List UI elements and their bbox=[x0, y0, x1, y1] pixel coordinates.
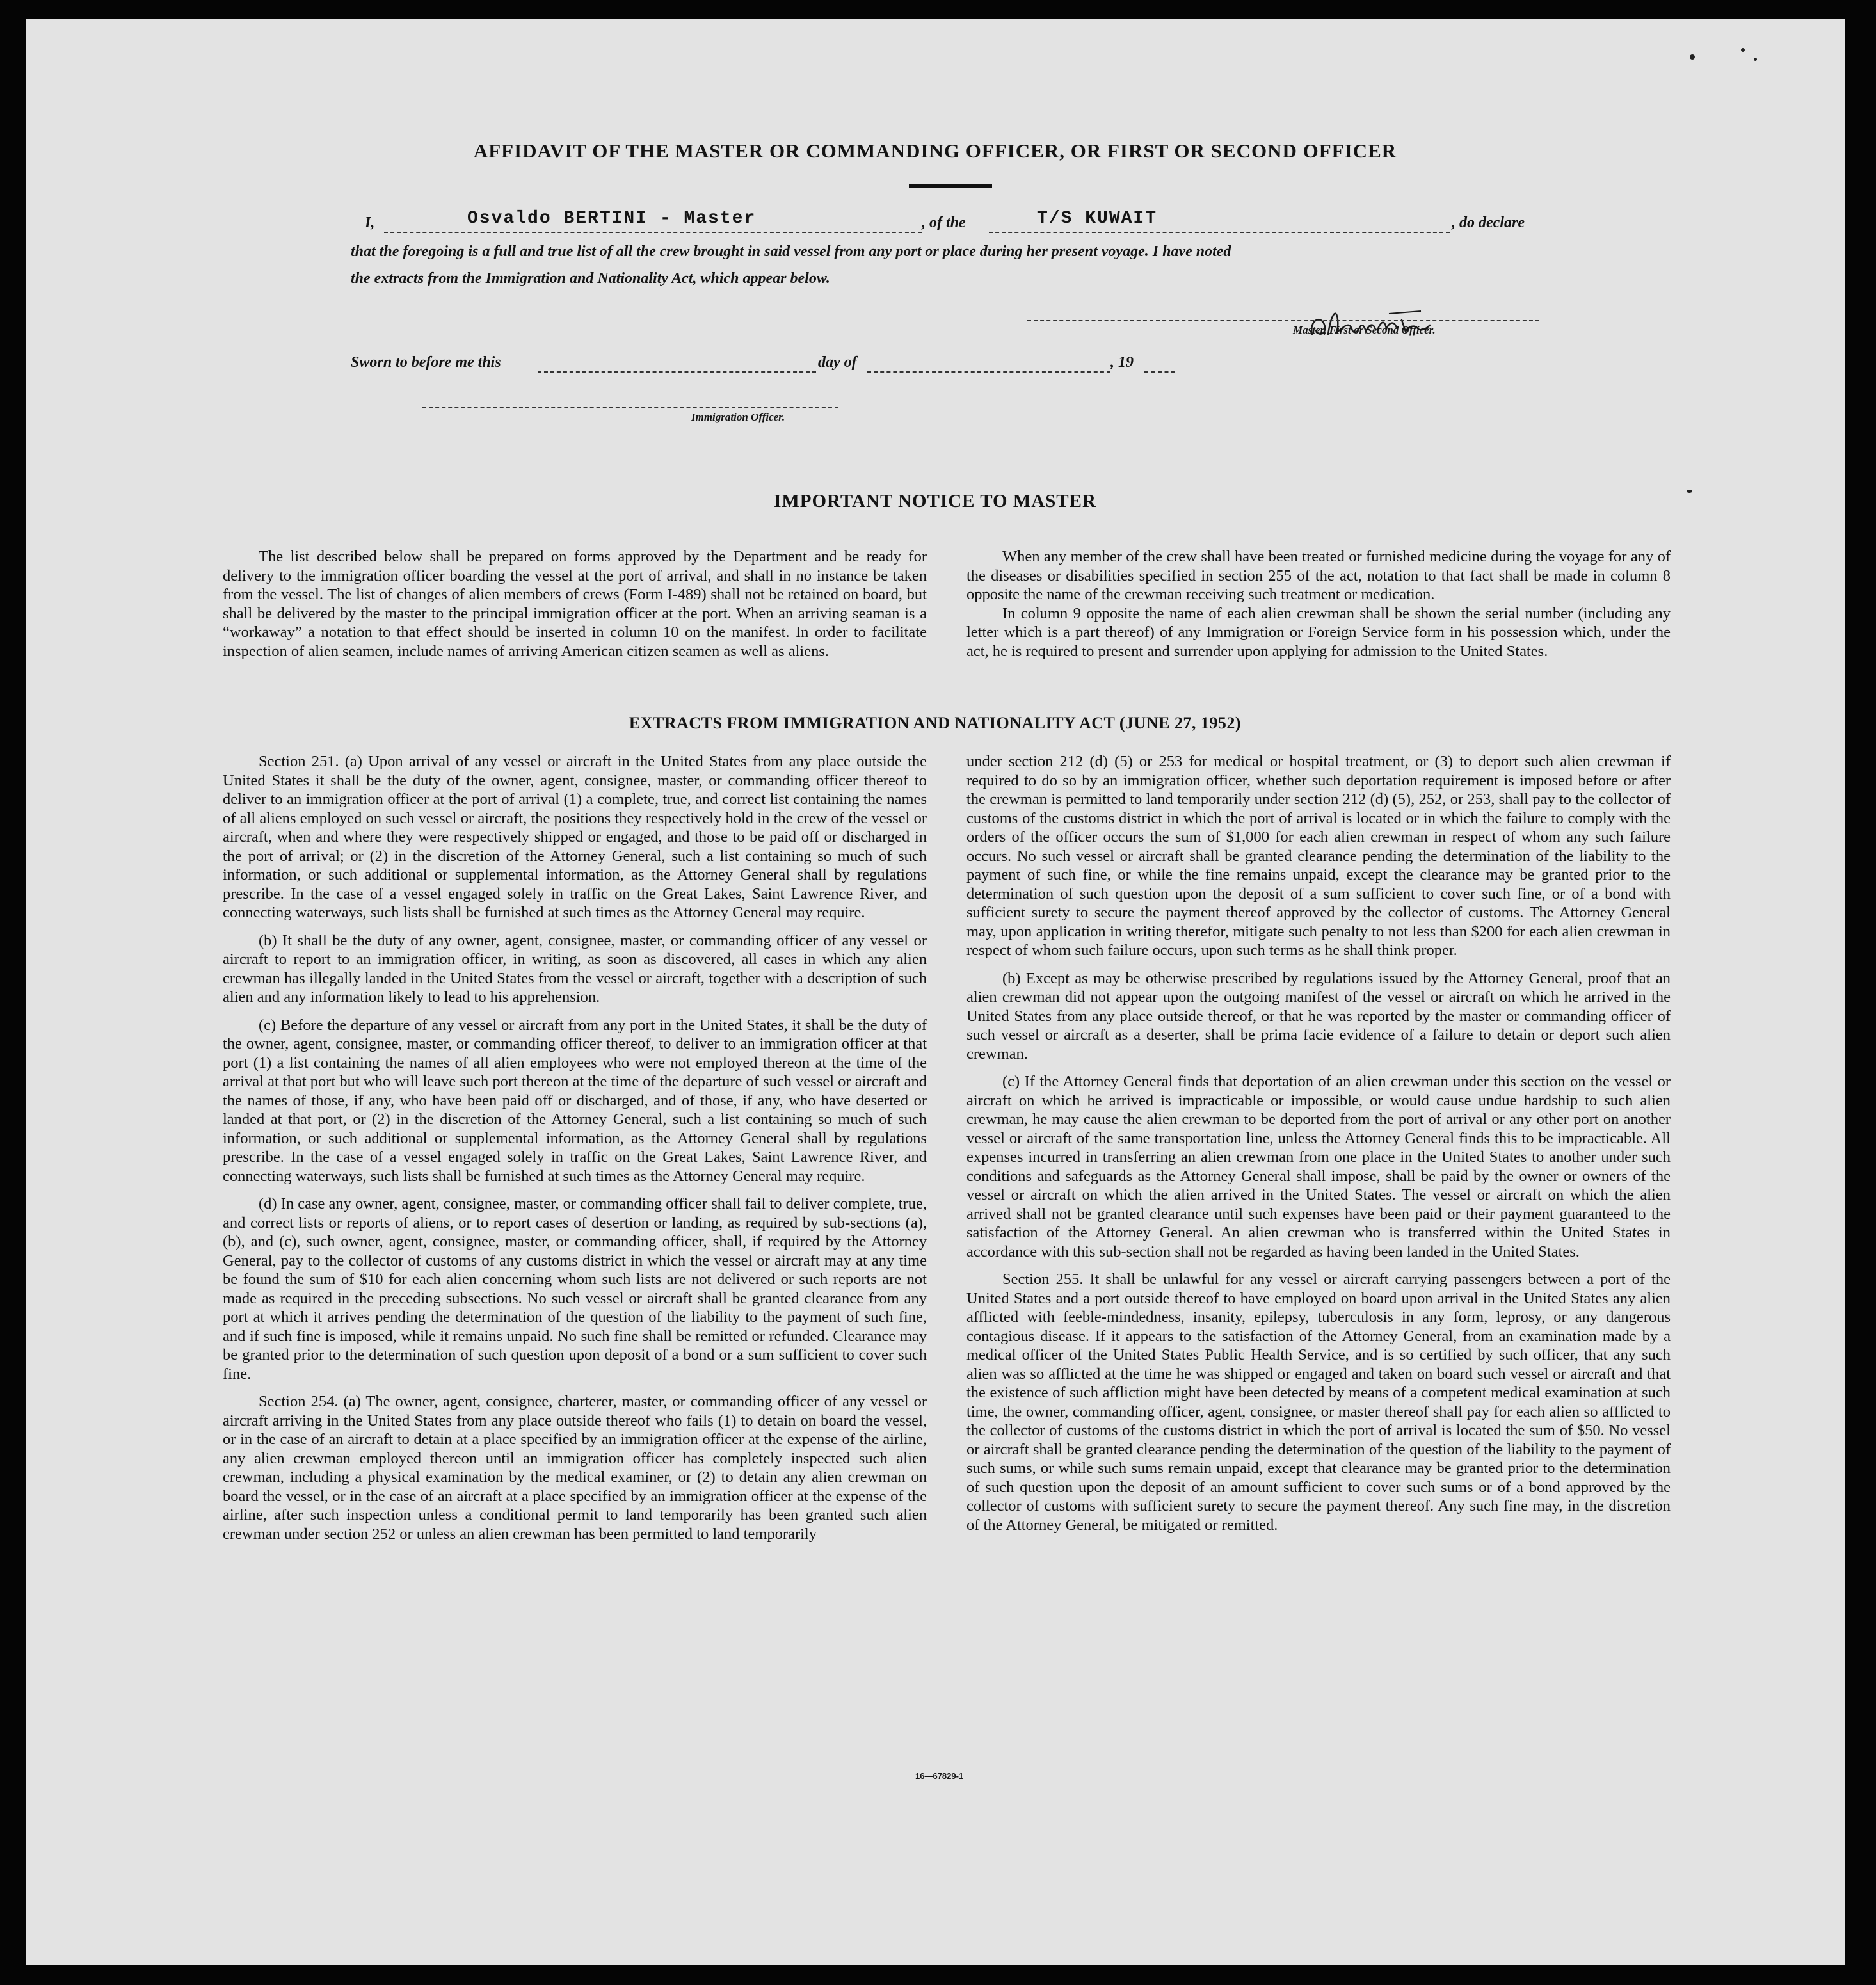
do-declare-label: , do declare bbox=[1452, 214, 1525, 231]
vessel-name-typed: T/S KUWAIT bbox=[1037, 209, 1158, 229]
section-251-c: (c) Before the departure of any vessel or aircraft from any port in the United States, it shall be the duty of the owner, agent, consignee, master, or commanding officer thereof, to deliver to an immigration officer at that port (1) a list containing the names of all alien employees who were not employed thereon at the time of the arrival at that port but who will leave such port thereon at the time of the departure of such vessel or aircraft and the names of those, if any, who have been paid off or discharged, and of those, if any, who have deserted or landed at that port, or (2) in the discretion of the Attorney General, such a list containing so much of such information, or such additional or supplemental information, as the Attorney General shall by regulations prescribe. In the case of a vessel engaged solely in traffic on the Great Lakes, Saint Lawrence River, and connecting waterways, such lists shall be furnished at such times as the Attorney General may require. bbox=[223, 1016, 927, 1185]
section-254-c: (c) If the Attorney General finds that deportation of an alien crewman under this section on the vessel or aircraft on which he arrived is impracticable or impossible, or would cause undue hardship to such alien crewman, he may cause the alien crewman to be deported from the port of arrival or any other port on another vessel or aircraft of the same transportation line, unless the Attorney General finds this to be impracticable. All expenses incurred in transferring an alien crewman from one place in the United States to another under such conditions and safeguards as the Attorney General shall impose, shall be paid by the owner or owners of the vessel or aircraft on which the alien arrived in the United States. The vessel or aircraft on which the alien arrived shall not be granted clearance until such expenses have been paid or their payment guaranteed to the satisfaction of the Attorney General. An alien crewman who is transferred within the United States in accordance with this sub-section shall not be regarded as having been landed in the United States. bbox=[966, 1073, 1671, 1260]
declaration-line-1: that the foregoing is a full and true list of all the crew brought in said vessel from any port or place during her present voyage. I have noted bbox=[351, 243, 1231, 260]
extracts-right-column bbox=[966, 752, 1671, 1543]
section-254-b: (b) Except as may be otherwise prescribed by regulations issued by the Attorney General, proof that an alien crewman did not appear upon the outgoing manifest of the vessel or aircraft on which he arrived in the United States from any place outside thereof, or that he was reported by the master or commanding officer of such vessel or aircraft as a deserter, shall be prima facie evidence of a failure to detain or deport such alien crewman. bbox=[966, 969, 1671, 1063]
section-251-a: Section 251. (a) Upon arrival of any vessel or aircraft in the United States from any place outside the United States it shall be the duty of the owner, agent, consignee, master, or commanding officer thereof to deliver to an immigration officer at the port of arrival (1) a complete, true, and correct list containing the names of all aliens employed on such vessel or aircraft, the positions they respectively hold in the crew of the vessel or aircraft, when and where they were respectively shipped or engaged, and those to be paid off or discharged in the port of arrival; or (2) in the discretion of the Attorney General, such a list containing so much of such information, or such additional or supplemental information, as the Attorney General shall by regulations prescribe. In the case of a vessel engaged solely in traffic on the Great Lakes, Saint Lawrence River, and connecting waterways, such lists shall be furnished at such times as the Attorney General may require. bbox=[223, 753, 927, 921]
section-254-a: Section 254. (a) The owner, agent, consignee, charterer, master, or commanding officer of any vessel or aircraft arriving in the United States from any place outside thereof who fails (1) to detain on board the vessel, or in the case of an aircraft to detain at a place specified by an immigration officer at the expense of the airline, any alien crewman employed thereon until an immigration officer has completely inspected such alien crewman, including a physical examination by the medical examiner, or (2) to detain any alien crewman on board the vessel, or in the case of an aircraft at a place specified by an immigration officer at the expense of the airline, after such inspection unless a conditional permit to land temporarily has been granted such alien crewman under section 252 or unless an alien crewman has been permitted to land temporarily bbox=[223, 1393, 927, 1543]
signature-line bbox=[1027, 320, 1539, 321]
notice-left-text: The list described below shall be prepared on forms approved by the Department and be ready for delivery to the immigration officer boarding the vessel at the port of arrival, and shall in no instance be taken from the vessel. The list of changes of alien members of crews (Form I-489) shall not be retained on board, but shall be delivered by the master to the principal immigration officer at the port. When an arriving seaman is a “workaway” a notation to that effect should be inserted in column 10 on the manifest. In order to facilitate inspection of alien seamen, include names of arriving American citizen seamen as well as aliens. bbox=[223, 548, 927, 660]
section-254-a-continued: under section 212 (d) (5) or 253 for medical or hospital treatment, or (3) to deport such alien crewman if required to do so by an immigration officer, whether such deportation requirement is imposed before or after the crewman is permitted to land temporarily under section 212 (d) (5), 252, or 253, shall pay to the collector of customs of the customs district in which the port of arrival is located or in which the failure to comply with the orders of the officer occurs the sum of $1,000 for each alien crewman in respect of whom any such failure occurs. No such vessel or aircraft shall be granted clearance pending the determination of the liability to the payment of such fine, or while the fine remains unpaid, except the clearance may be granted prior to the determination of such question upon the deposit of a sum sufficient to cover such fine, or of a bond with sufficient surety to secure the payment thereof approved by the collector of customs. The Attorney General may, upon application in writing therefor, mitigate such penalty to not less than $200 for each alien crewman in respect of whom such failure occurs, upon such terms as he shall think proper. bbox=[966, 753, 1671, 959]
notice-right-column bbox=[966, 547, 1671, 661]
extracts-title: EXTRACTS FROM IMMIGRATION AND NATIONALITY ACT (JUNE 27, 1952) bbox=[629, 714, 1242, 732]
vessel-blank bbox=[989, 232, 1450, 233]
scan-speck bbox=[1754, 58, 1757, 61]
section-251-d: (d) In case any owner, agent, consignee, master, or commanding officer shall fail to deliver complete, true, and correct lists or reports of aliens, or to report cases of desertion or landing, as required by sub-sections (a), (b), and (c), such owner, agent, consignee, master, or commanding officer, shall, if required by the Attorney General, pay to the collector of customs of any customs district in which the vessel or aircraft may at any time be found the sum of $10 for each alien concerning whom such lists are not delivered or such reports are not made as required in the preceding subsections. No such vessel or aircraft shall be granted clearance from any port at which it arrives pending the determination of the question of the liability to the payment of such fine, and if such fine is imposed, while it remains unpaid. No such fine shall be remitted or refunded. Clearance may be granted prior to the determination of such question upon deposit of a bond or a sum sufficient to cover such fine. bbox=[223, 1195, 927, 1383]
i-label: I, bbox=[365, 214, 375, 231]
section-255: Section 255. It shall be unlawful for any vessel or aircraft carrying passengers between a port of the United States and a port outside thereof to have employed on board upon arrival in the United States any alien afflicted with feeble-mindedness, insanity, epilepsy, tuberculosis in any form, leprosy, or any dangerous contagious disease. If it appears to the satisfaction of the Attorney General, from an examination made by a medical officer of the United States Public Health Service, and is so certified by such officer, that any such alien was so afflicted at the time he was shipped or engaged and taken on board such vessel or aircraft and that the existence of such affliction might have been detected by means of a competent medical examination at such time, the owner, commanding officer, agent, consignee, or master thereof shall pay for each alien so afflicted to the collector of customs of the customs district in which the port of arrival is located the sum of $50. No vessel or aircraft shall be granted clearance pending the determination of the question of the liability to the payment of such sums, or while such sums remain unpaid, except that clearance may be granted prior to the determination of such question upon the deposit of an amount sufficient to cover such sums or of a bond approved by the collector of customs with sufficient surety to secure the payment thereof. Any such fine may, in the discretion of the Attorney General, be mitigated or remitted. bbox=[966, 1271, 1671, 1534]
section-251-b: (b) It shall be the duty of any owner, agent, consignee, master, or commanding officer of any vessel or aircraft to report to an immigration officer, in writing, as soon as discovered, all cases in which any alien crewman has illegally landed in the United States from the vessel or aircraft, together with a description of such alien and any information likely to lead to his apprehension. bbox=[223, 931, 927, 1006]
sworn-label: Sworn to before me this bbox=[351, 354, 501, 371]
signature-caption: Master, First or Second Officer. bbox=[1293, 324, 1436, 336]
extracts-left-column bbox=[223, 752, 927, 1552]
form-number: 16—67829-1 bbox=[915, 1771, 964, 1781]
notice-right-text-1: When any member of the crew shall have been treated or furnished medicine during the voyage for any of the diseases or disabilities specified in section 255 of the act, notation to that fact shall be made in column 8 opposite the name of the crewman receiving such treatment or medication. bbox=[966, 548, 1671, 603]
sworn-month-blank bbox=[867, 371, 1110, 373]
name-blank bbox=[384, 232, 922, 233]
declaration-line-2: the extracts from the Immigration and Nationality Act, which appear below. bbox=[351, 270, 830, 287]
sworn-day-blank bbox=[538, 371, 816, 373]
master-name-typed: Osvaldo BERTINI - Master bbox=[467, 209, 757, 229]
immigration-officer-line bbox=[422, 407, 838, 408]
document-page bbox=[26, 19, 1845, 1965]
title-rule bbox=[909, 184, 992, 188]
immigration-officer-caption: Immigration Officer. bbox=[691, 411, 785, 423]
scan-speck bbox=[1690, 54, 1695, 60]
affidavit-title: AFFIDAVIT OF THE MASTER OR COMMANDING OFFICER, OR FIRST OR SECOND OFFICER bbox=[473, 140, 1397, 162]
notice-title: IMPORTANT NOTICE TO MASTER bbox=[774, 491, 1096, 511]
notice-right-text-2: In column 9 opposite the name of each alien crewman shall be shown the serial number (including any letter which is a part thereof) of any Immigration or Foreign Service form in his possession which, under the act, he is required to present and surrender upon applying for admission to the United States. bbox=[966, 604, 1671, 660]
scan-speck bbox=[1741, 48, 1745, 52]
year-label: , 19 bbox=[1110, 354, 1134, 371]
of-the-label: , of the bbox=[922, 214, 966, 231]
sworn-year-blank bbox=[1144, 371, 1175, 373]
day-of-label: day of bbox=[818, 354, 857, 371]
